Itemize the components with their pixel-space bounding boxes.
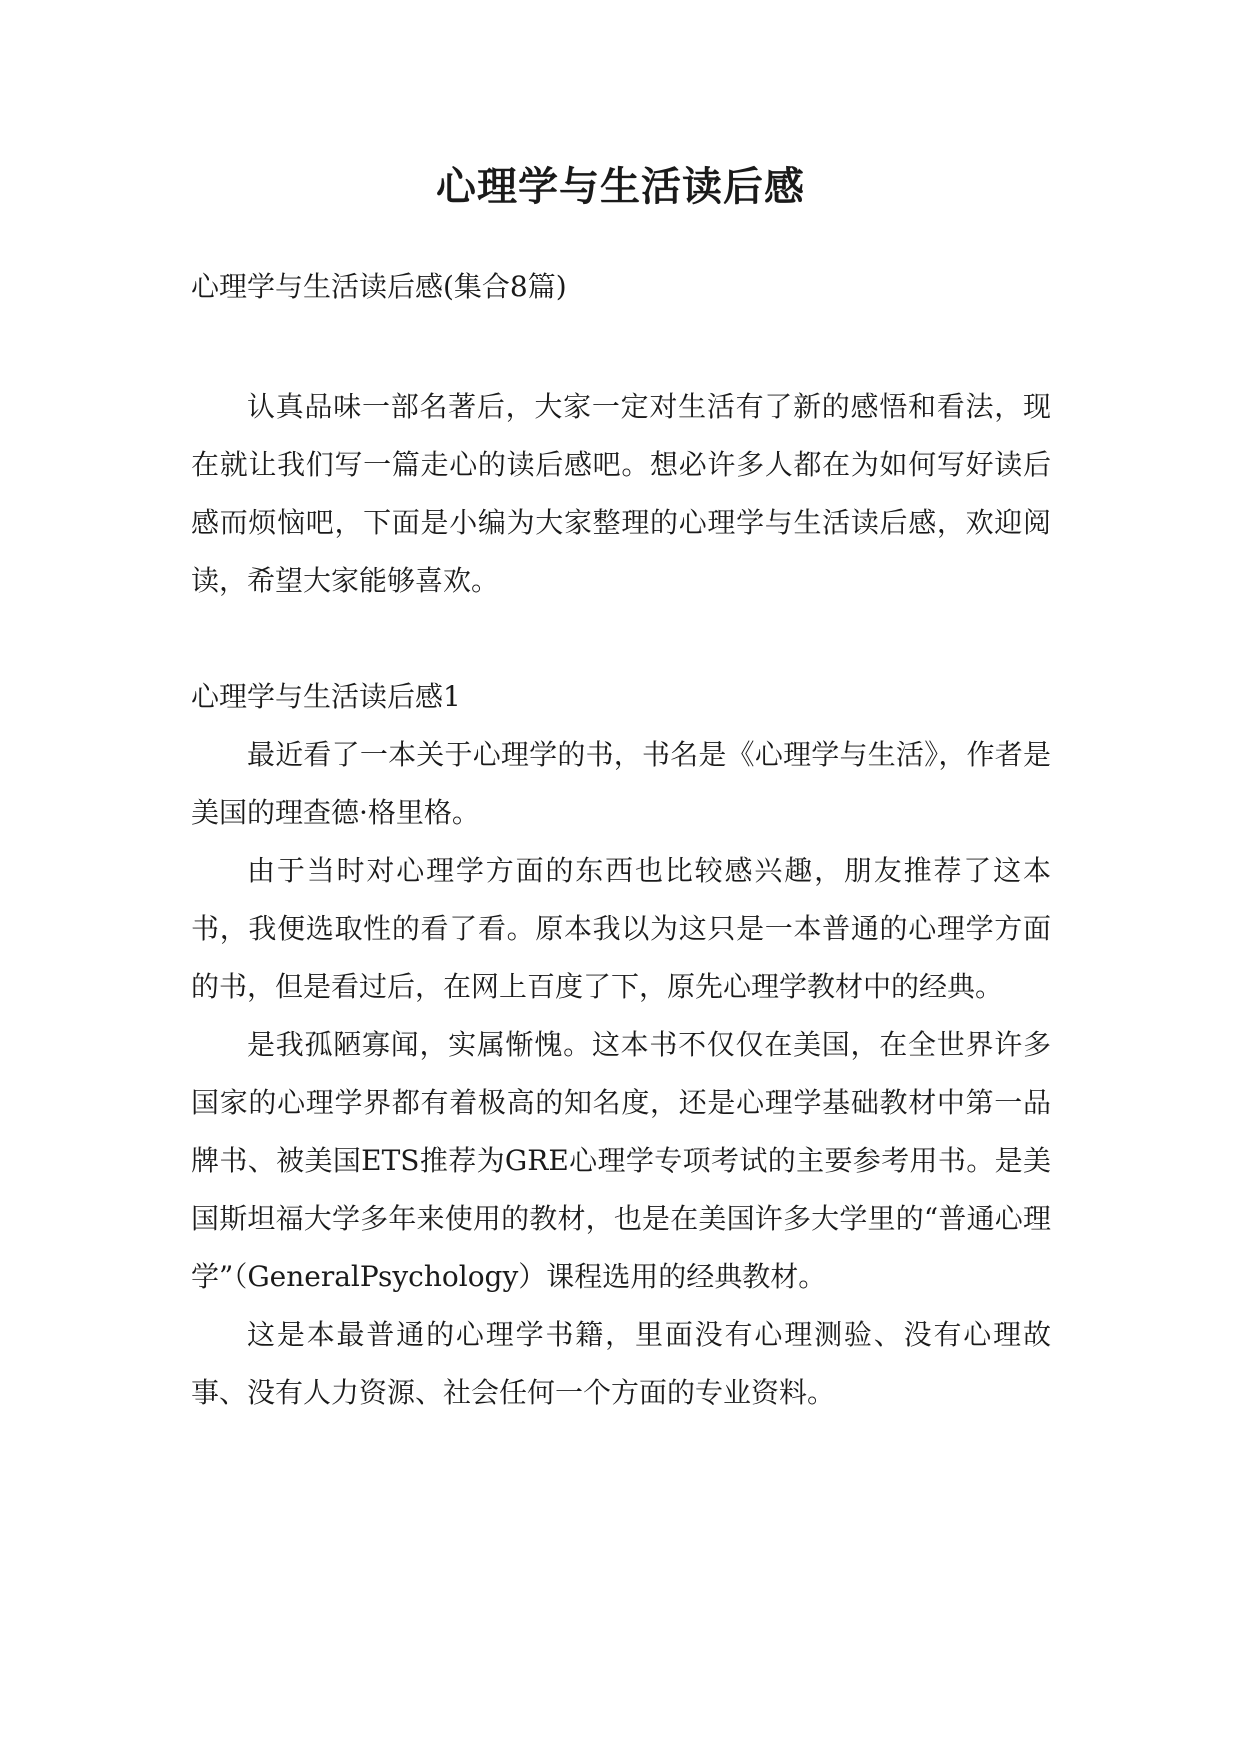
section-paragraph: 最近看了一本关于心理学的书，书名是《心理学与生活》，作者是美国的理查德·格里格。 bbox=[191, 738, 1051, 829]
section-paragraph: 这是本最普通的心理学书籍，里面没有心理测验、没有心理故事、没有人力资源、社会任何一个方面的专业资料。 bbox=[191, 1318, 1051, 1409]
section-heading: 心理学与生活读后感1 bbox=[191, 680, 461, 713]
intro-paragraph: 认真品味一部名著后，大家一定对生活有了新的感悟和看法，现在就让我们写一篇走心的读后感吧。想必许多人都在为如何写好读后感而烦恼吧，下面是小编为大家整理的心理学与生活读后感，欢迎阅读，希望大家能够喜欢。 bbox=[191, 390, 1051, 597]
document-subtitle: 心理学与生活读后感(集合8篇) bbox=[191, 270, 567, 303]
document-body bbox=[191, 258, 1051, 1422]
section-paragraph: 是我孤陋寡闻，实属惭愧。这本书不仅仅在美国，在全世界许多国家的心理学界都有着极高的知名度，还是心理学基础教材中第一品牌书、被美国ETS推荐为GRE心理学专项考试的主要参考用书。是美国斯坦福大学多年来使用的教材，也是在美国许多大学里的“普通心理学”（GeneralPsychology）课程选用的经典教材。 bbox=[191, 1028, 1051, 1293]
section-paragraph: 由于当时对心理学方面的东西也比较感兴趣，朋友推荐了这本书，我便选取性的看了看。原本我以为这只是一本普通的心理学方面的书，但是看过后，在网上百度了下，原先心理学教材中的经典。 bbox=[191, 854, 1051, 1003]
document-title: 心理学与生活读后感 bbox=[436, 163, 805, 210]
